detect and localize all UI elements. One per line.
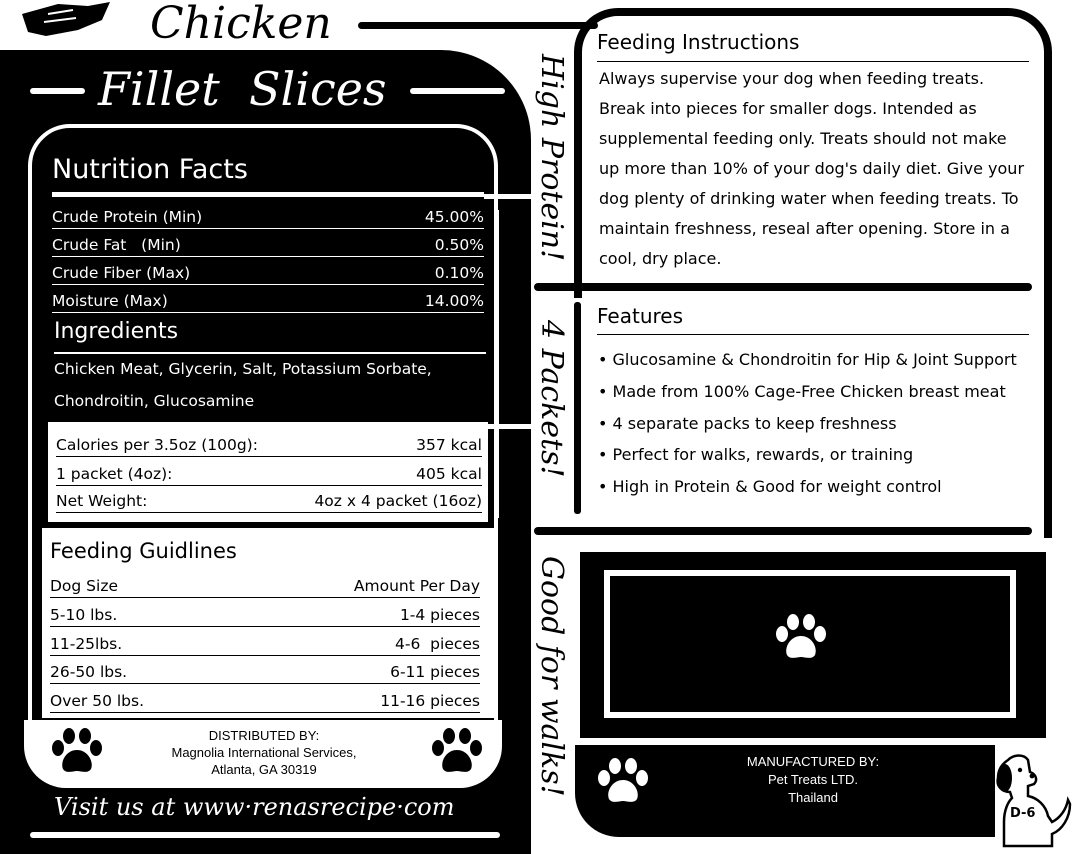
nutrition-row bbox=[52, 288, 484, 313]
connector-bar-2 bbox=[486, 424, 536, 429]
feature-item: • Made from 100% Cage-Free Chicken breast meat bbox=[598, 382, 1006, 401]
calories-row bbox=[56, 432, 482, 457]
feeding-row bbox=[50, 688, 480, 713]
calories-row bbox=[56, 461, 482, 486]
calories-row bbox=[56, 488, 482, 513]
nutrient-label: Crude Protein (Min) bbox=[52, 208, 203, 226]
nutrition-row bbox=[52, 204, 484, 229]
features-bottom-rule bbox=[534, 527, 1032, 535]
dog-size: 11-25lbs. bbox=[50, 635, 123, 653]
feeding-guide-title: Feeding Guidlines bbox=[50, 539, 237, 563]
paw-icon bbox=[48, 726, 106, 776]
dog-size: 26-50 lbs. bbox=[50, 663, 128, 681]
instructions-title-rule bbox=[597, 61, 1029, 62]
features-right-bar bbox=[1044, 290, 1052, 538]
instructions-bottom-rule bbox=[534, 283, 1032, 291]
nutrient-value: 0.50% bbox=[434, 236, 484, 254]
header-line-right bbox=[358, 22, 598, 29]
amount-header: Amount Per Day bbox=[353, 577, 480, 595]
ingredients-line2: Chondroitin, Glucosamine bbox=[54, 392, 255, 410]
feeding-row bbox=[50, 602, 480, 627]
nutrient-label: Crude Fiber (Max) bbox=[52, 264, 191, 282]
instruction-line: dog plenty of drinking water when feeding treats. To bbox=[599, 189, 1019, 208]
amount: 1-4 pieces bbox=[399, 606, 480, 624]
meat-icon bbox=[18, 0, 113, 38]
paw-icon bbox=[428, 726, 486, 776]
dog-size: Over 50 lbs. bbox=[50, 692, 145, 710]
bottom-rule bbox=[30, 832, 500, 838]
feature-item: • Glucosamine & Chondroitin for Hip & Joint Support bbox=[598, 350, 1017, 369]
calorie-label: 1 packet (4oz): bbox=[56, 465, 173, 483]
manufacturer-country: Thailand bbox=[788, 790, 838, 805]
calorie-value: 405 kcal bbox=[416, 465, 482, 483]
feature-item: • 4 separate packs to keep freshness bbox=[598, 414, 897, 433]
nutrition-row bbox=[52, 232, 484, 257]
calorie-value: 357 kcal bbox=[416, 436, 482, 454]
nutrient-value: 0.10% bbox=[434, 264, 484, 282]
ingredients-title: Ingredients bbox=[54, 319, 179, 344]
header-line-mid bbox=[410, 88, 505, 94]
instructions-title: Feeding Instructions bbox=[597, 30, 800, 54]
features-title: Features bbox=[597, 304, 683, 328]
calorie-value: 4oz x 4 packet (16oz) bbox=[314, 492, 482, 510]
distributor-address: Atlanta, GA 30319 bbox=[211, 762, 317, 777]
slogan-four-packets: 4 Packets! bbox=[534, 320, 569, 478]
feeding-guide-header bbox=[50, 573, 480, 598]
distributor-name: Magnolia International Services, bbox=[171, 745, 357, 760]
instruction-line: cool, dry place. bbox=[599, 249, 722, 268]
nutrition-row bbox=[52, 260, 484, 285]
features-title-rule bbox=[597, 334, 1029, 335]
features-left-bar bbox=[574, 302, 581, 514]
feature-item: • High in Protein & Good for weight control bbox=[598, 477, 942, 496]
manufacturer-label: MANUFACTURED BY: bbox=[746, 754, 880, 769]
calorie-label: Net Weight: bbox=[56, 492, 148, 510]
paw-icon bbox=[772, 612, 830, 662]
ingredients-line1: Chicken Meat, Glycerin, Salt, Potassium Sorbate, bbox=[54, 360, 432, 378]
nutrition-title: Nutrition Facts bbox=[52, 154, 248, 185]
title-chicken: Chicken bbox=[150, 0, 332, 49]
dog-badge: D-6 bbox=[1010, 806, 1036, 821]
ingredients-rule bbox=[54, 352, 486, 354]
feeding-row bbox=[50, 631, 480, 656]
nutrient-value: 45.00% bbox=[424, 208, 484, 226]
manufacturer-name: Pet Treats LTD. bbox=[767, 772, 859, 787]
dog-size-header: Dog Size bbox=[50, 577, 119, 595]
dog-size: 5-10 lbs. bbox=[50, 606, 118, 624]
header-line-left bbox=[30, 88, 85, 94]
distributor-label: DISTRIBUTED BY: bbox=[208, 728, 320, 743]
instruction-line: supplemental feeding only. Treats should not make bbox=[599, 129, 1007, 148]
website-link[interactable]: Visit us at www·renasrecipe·com bbox=[54, 793, 455, 821]
amount: 4-6 pieces bbox=[395, 635, 480, 653]
nutrition-side-bar bbox=[494, 210, 499, 518]
slogan-high-protein: High Protein! bbox=[534, 54, 569, 262]
title-fillet-slices: Fillet Slices bbox=[98, 62, 387, 116]
nutrient-value: 14.00% bbox=[424, 292, 484, 310]
nutrient-label: Moisture (Max) bbox=[52, 292, 168, 310]
paw-icon bbox=[594, 756, 652, 806]
calorie-label: Calories per 3.5oz (100g): bbox=[56, 436, 258, 454]
nutrient-label: Crude Fat (Min) bbox=[52, 236, 181, 254]
instruction-line: Always supervise your dog when feeding treats. bbox=[599, 69, 985, 88]
feature-item: • Perfect for walks, rewards, or training bbox=[598, 445, 914, 464]
instruction-line: Break into pieces for smaller dogs. Intended as bbox=[599, 99, 977, 118]
nutrition-title-rule bbox=[52, 192, 484, 197]
amount: 6-11 pieces bbox=[390, 663, 480, 681]
amount: 11-16 pieces bbox=[380, 692, 480, 710]
instruction-line: up more than 10% of your dog's daily diet. Give your bbox=[599, 159, 1025, 178]
connector-bar-1 bbox=[484, 194, 534, 199]
feeding-row bbox=[50, 659, 480, 684]
instruction-line: maintain freshness, reseal after opening. Store in a bbox=[599, 219, 1010, 238]
dog-mascot-icon bbox=[990, 752, 1072, 850]
slogan-good-for-walks: Good for walks! bbox=[534, 556, 569, 797]
